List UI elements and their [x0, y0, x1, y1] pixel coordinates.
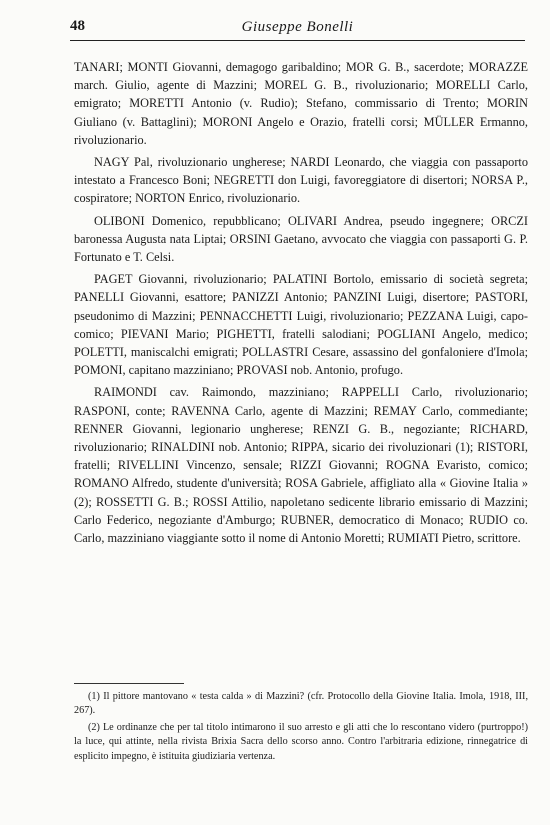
footnote-2: (2) Le ordinanze che per tal titolo intimarono il suo arresto e gli atti che lo rescontano videro (purtroppo!) la luce, qui attinte, nella rivista Brixia Sacra dello scorso anno. Contro l'arbitraria edizione, rinnegatrice di esplicito impegno, è istituita giudiziaria vertenza.	[74, 721, 528, 762]
footnote-divider	[74, 683, 184, 684]
body-text	[74, 58, 528, 551]
paragraph-p: PAGET Giovanni, rivoluzionario; PALATINI Bortolo, emissario di società segreta; PANELLI Giovanni, esattore; PANIZZI Antonio; PANZINI Luigi, disertore; PASTORI, pseudonimo di Mazzini; PENNACCHETTI Luigi, rivoluzionario; PEZZANA Luigi, capo-comico; PIEVANI Mario; PIGHETTI, fratelli salodiani; POGLIANI Angelo, medico; POLETTI, maniscalchi emigrati; POLLASTRI Cesare, assassino del gonfaloniere d'Imola; POMONI, capitano mazziniano; PROVASI nob. Antonio, profugo.	[74, 272, 528, 378]
paragraph-n: NAGY Pal, rivoluzionario ungherese; NARDI Leonardo, che viaggia con passaporto intestato a Francesco Boni; NEGRETTI don Luigi, favoreggiatore di disertori; NORSA P., cospiratore; NORTON Enrico, rivoluzionario.	[74, 155, 528, 206]
running-title: Giuseppe Bonelli	[241, 19, 354, 35]
page-header	[70, 18, 525, 41]
paragraph-r: RAIMONDI cav. Raimondo, mazziniano; RAPPELLI Carlo, rivoluzionario; RASPONI, conte; RAVENNA Carlo, agente di Mazzini; REMAY Carlo, commediante; RENNER Giovanni, legionario ungherese; RENZI G. B., negoziante; RICHARD, rivoluzionario; RINALDINI nob. Antonio; RIPPA, sicario dei rivoluzionari (1); RISTORI, fratelli; RIVELLINI Vincenzo, sensale; RIZZI Giovanni; ROGNA Evaristo, comico; ROMANO Alfredo, studente d'università; ROSA Gabriele, affigliato alla « Giovine Italia » (2); ROSSETTI G. B.; ROSSI Attilio, napoletano sedicente librario emissario di Mazzini; Carlo Federico, negoziante d'Amburgo; RUBNER, democratico di Monaco; RUDIO co. Carlo, mazziniano viaggiante sotto il nome di Antonio Moretti; RUMIATI Pietro, scrittore.	[74, 385, 528, 546]
footnote-1: (1) Il pittore mantovano « testa calda » di Mazzini? (cfr. Protocollo della Giovine Italia. Imola, 1918, III, 267).	[74, 691, 528, 717]
page-number: 48	[70, 18, 85, 34]
paragraph-o: OLIBONI Domenico, repubblicano; OLIVARI Andrea, pseudo ingegnere; ORCZI baronessa Augusta nata Liptai; ORSINI Gaetano, avvocato che viaggia con passaporti G. P. Fortunato e T. Celsi.	[74, 213, 528, 265]
paragraph-t-m: TANARI; MONTI Giovanni, demagogo garibaldino; MOR G. B., sacerdote; MORAZZE march. Giulio, agente di Mazzini; MOREL G. B., rivoluzionario; MORELLI Carlo, emigrato; MORETTI Antonio (v. Rudio); Stefano, commissario di Trento; MORIN Giuliano (v. Battaglini); MORONI Angelo e Orazio, fratelli corsi; MÜLLER Ermanno, rivoluzionario.	[74, 60, 528, 147]
footnotes	[74, 690, 528, 766]
